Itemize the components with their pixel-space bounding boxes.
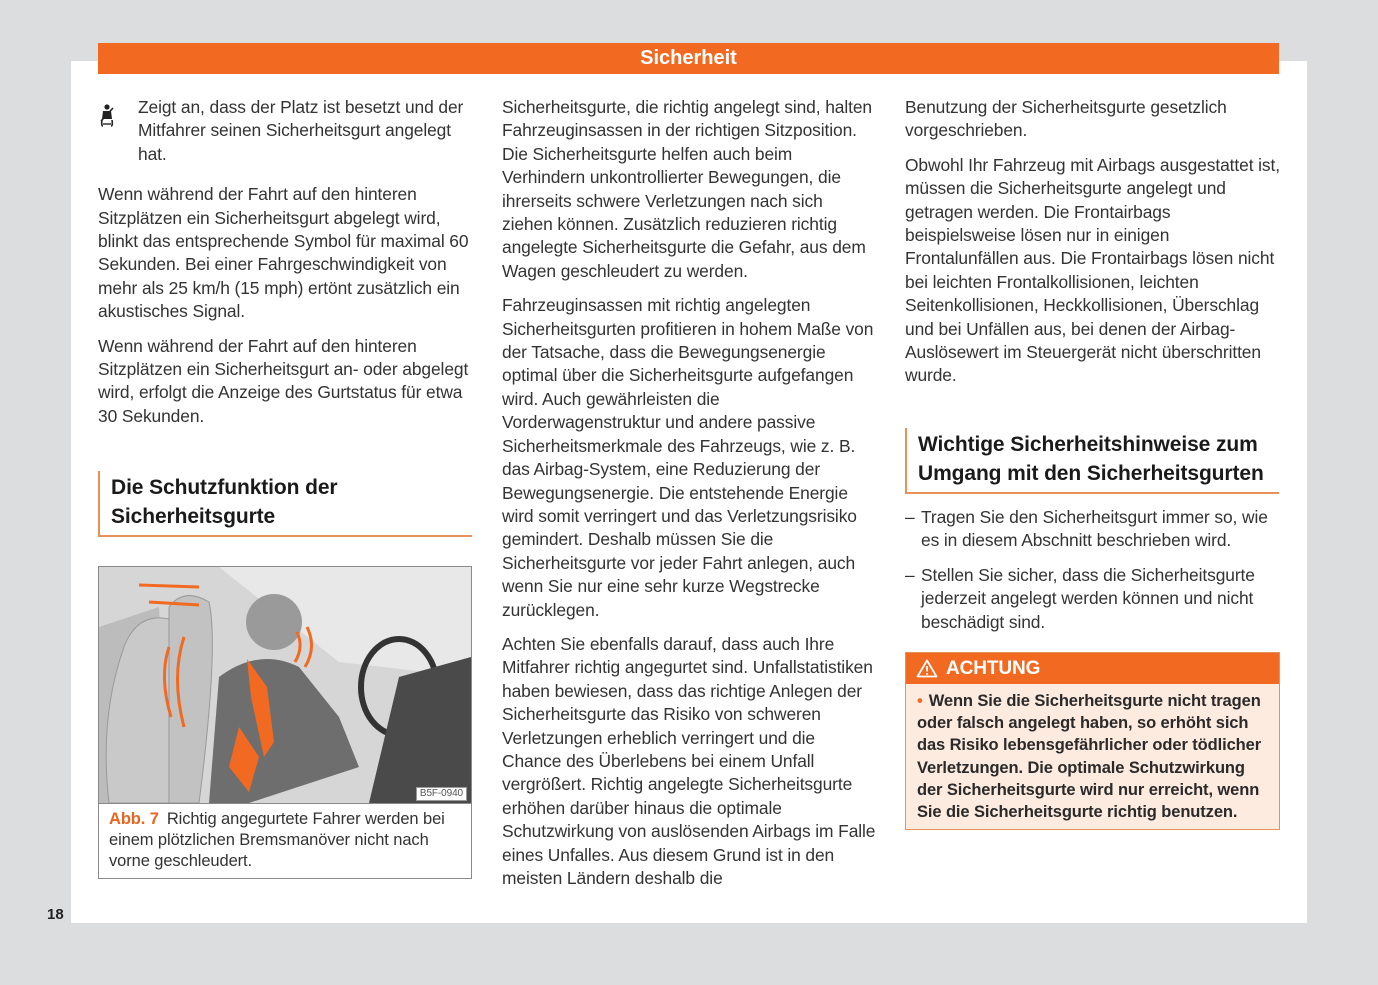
section-title: Sicherheit (640, 47, 737, 69)
safety-bullet-list (905, 506, 1281, 634)
paragraph: Wenn während der Fahrt auf den hinteren Sitzplätzen ein Sicherheitsgurt an- oder abgelegt wird, erfolgt die Anzeige des Gurtstatus für etwa 30 Sekunden. (98, 335, 469, 426)
figure-label: Abb. 7 (109, 810, 159, 829)
warning-body (906, 684, 1279, 829)
section-heading-schutzfunktion: Die Schutzfunktion der Sicherheitsgurte (98, 471, 472, 537)
warning-box (905, 652, 1280, 830)
column-3 (905, 96, 1281, 830)
figure-abb-7 (98, 566, 472, 879)
bullet-marker: • (917, 691, 923, 710)
paragraph: Sicherheitsgurte, die richtig angelegt sind, halten Fahrzeuginsassen in der richtigen Sitzposition. Die Sicherheitsgurte helfen auch beim Verhindern unkontrollierter Bewegungen, die ihrerseits schwere Verletzungen nach sich ziehen können. Zusätzlich reduzieren richtig angelegte Sicherheitsgurte die Gefahr, aus dem Wagen geschleudert zu werden. (502, 97, 872, 281)
paragraph: Benutzung der Sicherheitsgurte gesetzlich vorgeschrieben. (905, 97, 1227, 141)
paragraph: Fahrzeuginsassen mit richtig angelegten Sicherheitsgurten profitieren in hohem Maße von der Tatsache, dass die Bewegungsenergie optimal über die Sicherheitsgurte aufgefangen wird. Auch gewährleisten die Vorderwagenstruktur und andere passive Sicherheitsmerkmale des Fahrzeugs, wie z. B. das Airbag-System, eine Reduzierung der Bewegungsenergie. Die entstehende Energie wird somit verringert und das Verletzungsrisiko gemindert. Deshalb müssen Sie die Sicherheitsgurte vor jeder Fahrt anlegen, auch wenn Sie nur eine sehr kurze Wegstrecke zurücklegen. (502, 295, 874, 620)
warning-title: ACHTUNG (946, 657, 1041, 679)
figure-illustration (99, 567, 471, 804)
dash-marker: – (905, 506, 915, 527)
warning-header (906, 653, 1279, 684)
warning-triangle-icon (916, 659, 938, 678)
indicator-description: Zeigt an, dass der Platz ist besetzt und der Mitfahrer seinen Sicherheitsgurt angelegt hat. (138, 97, 464, 164)
list-item (905, 506, 1281, 553)
figure-code: B5F-0940 (416, 787, 467, 801)
warning-text: Wenn Sie die Sicherheitsgurte nicht tragen oder falsch angelegt haben, so erhöht sich das Risiko lebensgefährlicher oder tödlicher Verletzungen. Die optimale Schutzwirkung der Sicherheitsgurte wird nur erreicht, wenn Sie die Sicherheitsgurte richtig benutzen. (917, 691, 1262, 821)
column-2 (502, 96, 878, 901)
figure-caption-text: Richtig angegurtete Fahrer werden bei einem plötzlichen Bremsmanöver nicht nach vorne geschleudert. (109, 810, 445, 871)
list-item-text: Tragen Sie den Sicherheitsgurt immer so, wie es in diesem Abschnitt beschrieben wird. (921, 506, 1268, 551)
seatbelt-indicator-item (98, 96, 474, 166)
seatbelt-fastened-icon (98, 96, 138, 134)
page-number: 18 (47, 906, 64, 923)
paragraph: Wenn während der Fahrt auf den hinteren Sitzplätzen ein Sicherheitsgurt abgelegt wird, blinkt das entsprechende Symbol für maximal 60 Sekunden. Bei einer Fahrgeschwindigkeit von mehr als 25 km/h (15 mph) ertönt zusätzlich ein akustisches Signal. (98, 184, 469, 322)
driver-seatbelt-illustration (99, 567, 471, 803)
paragraph: Achten Sie ebenfalls darauf, dass auch Ihre Mitfahrer richtig angegurtet sind. Unfallstatistiken haben bewiesen, dass das richtige Anlegen der Sicherheitsgurte das Risiko von schweren Verletzungen erheblich verringert und die Chance des Überlebens bei einem Unfall vergrößert. Richtig angelegte Sicherheitsgurte erhöhen darüber hinaus die optimale Schutzwirkung von auslösenden Airbags im Falle eines Unfalles. Aus diesem Grund ist in den meisten Ländern deshalb die (502, 633, 876, 888)
list-item-text: Stellen Sie sicher, dass die Sicherheitsgurte jederzeit angelegt werden können und nicht beschädigt sind. (921, 564, 1255, 632)
list-item (905, 564, 1281, 634)
dash-marker: – (905, 564, 915, 585)
section-heading-sicherheitshinweise: Wichtige Sicherheitshinweise zum Umgang mit den Sicherheitsgurten (905, 428, 1279, 494)
figure-caption (99, 804, 471, 878)
paragraph: Obwohl Ihr Fahrzeug mit Airbags ausgestattet ist, müssen die Sicherheitsgurte angelegt und getragen werden. Die Frontairbags beispielsweise lösen nur in einigen Frontalunfällen aus. Die Frontairbags lösen nicht bei leichten Frontalkollisionen, leichten Seitenkollisionen, Heckkollisionen, Überschlag und bei Unfällen aus, bei denen der Airbag-Auslösewert im Steuergerät nicht überschritten wurde. (905, 154, 1280, 386)
section-header-bar (98, 43, 1279, 74)
column-1 (98, 96, 474, 879)
